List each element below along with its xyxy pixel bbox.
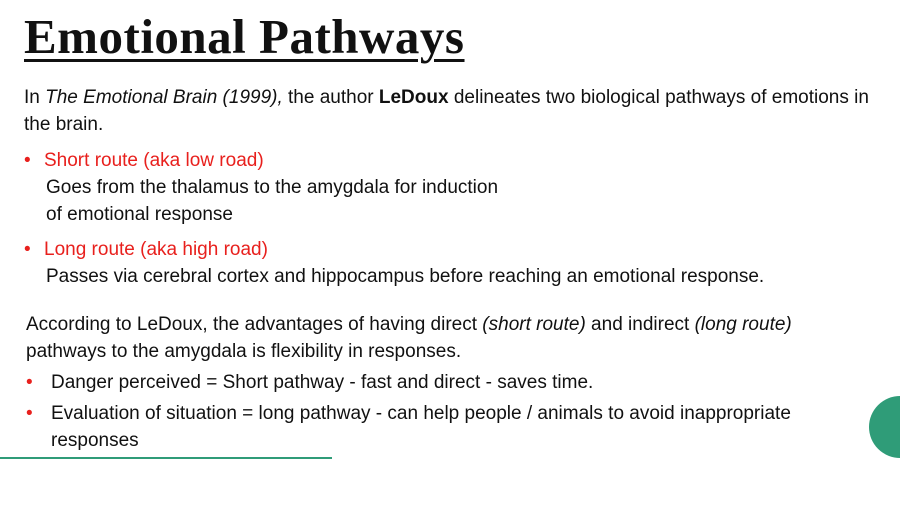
advantage-item-text: Danger perceived = Short pathway - fast and direct - saves time.: [51, 372, 594, 393]
bullet-dot-icon: •: [26, 372, 33, 393]
short-route-heading: Short route (aka low road): [44, 150, 264, 171]
short-route-line-2: of emotional response: [46, 204, 233, 225]
long-route-bullet: [24, 236, 884, 290]
bullet-dot-icon: •: [24, 239, 31, 260]
advantages-text-1: According to LeDoux, the advantages of having direct: [26, 314, 483, 335]
slide-title: Emotional Pathways: [24, 9, 465, 64]
advantage-item-danger: [26, 369, 876, 396]
long-route-line-1: Passes via cerebral cortex and hippocampus before reaching an emotional response.: [46, 266, 765, 287]
advantage-item-evaluation: [26, 400, 876, 454]
short-route-bullet: [24, 147, 644, 228]
advantages-paragraph: [26, 311, 876, 365]
author-name: LeDoux: [378, 87, 449, 108]
intro-text-3: delineates two biological pathways of emotions in the brain.: [24, 87, 869, 135]
intro-text-2: the author: [282, 87, 379, 108]
short-route-term: (short route): [482, 314, 586, 335]
short-route-line-1: Goes from the thalamus to the amygdala for induction: [46, 177, 499, 198]
advantage-item-text: Evaluation of situation = long pathway - can help people / animals to avoid inappropriate responses: [51, 403, 791, 451]
long-route-heading: Long route (aka high road): [44, 239, 268, 260]
bullet-dot-icon: •: [24, 150, 31, 171]
bullet-dot-icon: •: [26, 403, 33, 424]
intro-paragraph: [24, 84, 874, 138]
long-route-term: (long route): [694, 314, 792, 335]
footer-divider: [0, 457, 332, 459]
book-title: The Emotional Brain (1999),: [45, 87, 283, 108]
advantages-text-3: pathways to the amygdala is flexibility in responses.: [26, 341, 462, 362]
intro-text-1: In: [24, 87, 46, 108]
advantages-text-2: and indirect: [585, 314, 695, 335]
